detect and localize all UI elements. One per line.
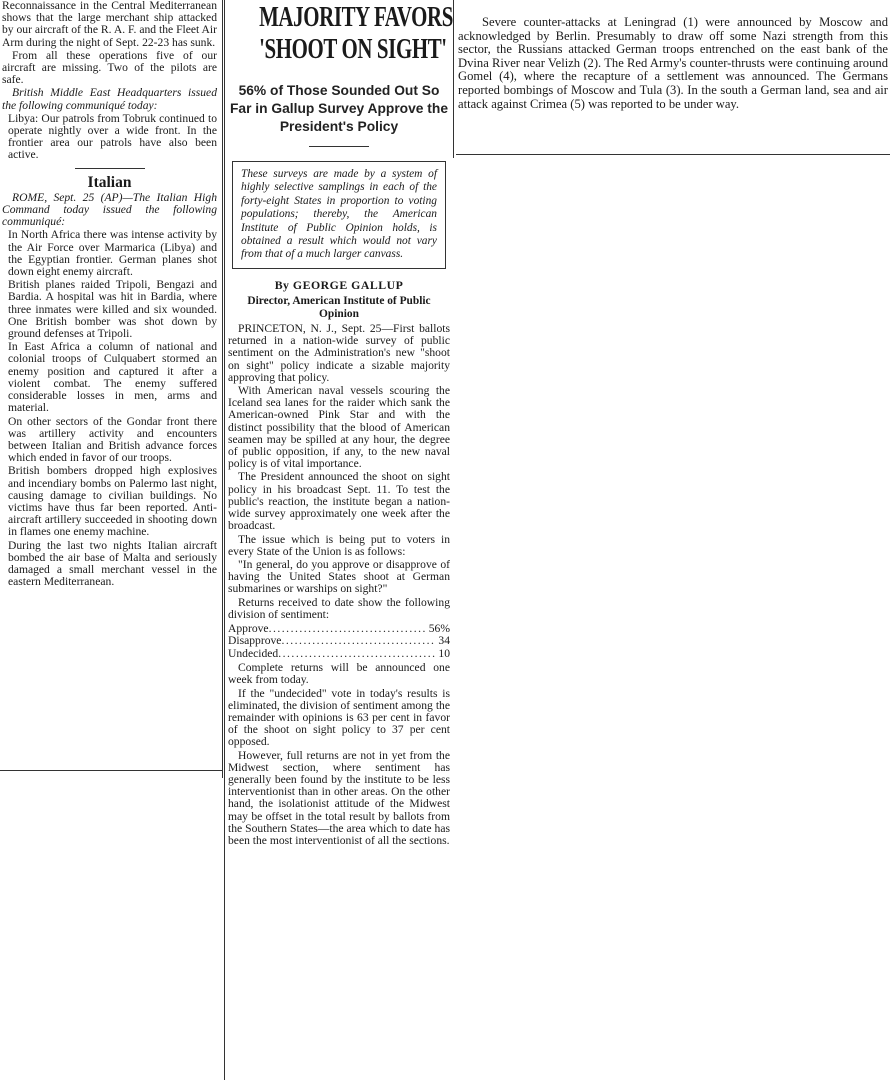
- right-column-bottom-rule: [456, 154, 890, 155]
- results-value: 10: [438, 646, 450, 660]
- article-paragraph: British bombers dropped high explosives and incendiary bombs on Palermo last night, causing damage to civilian buildings. No victims have thus far been reported. Anti-aircraft artillery succeeded in shooting down in flames one enemy machine.: [8, 464, 217, 539]
- article-paragraph: With American naval vessels scouring the Iceland sea lanes for the raider which sank the American-owned Pink Star and with the distinct possibility that the blood of American seamen may be spilled at any hour, the degree of public opposition, if any, to the new naval policy is of vital importance.: [228, 384, 450, 471]
- center-column: [228, 0, 453, 848]
- methodology-note: These surveys are made by a system of highly selective samplings in each of the forty-eight States in proportion to voting populations; thereby, the American Institute of Public Opinion holds, is obtained a result which would not vary from that of a much larger canvass.: [241, 168, 437, 261]
- survey-question: "In general, do you approve or disapprove of having the United States shoot at German submarines or warships on sight?": [228, 557, 450, 596]
- leader-dots: [278, 648, 436, 660]
- article-paragraph: Complete returns will be announced one week from today.: [228, 661, 450, 687]
- leader-dots: [269, 623, 427, 635]
- results-label: Undecided: [228, 646, 279, 660]
- headline-deck: 56% of Those Sounded Out So Far in Gallup Survey Approve the President's Policy: [230, 83, 448, 134]
- leader-dots: [281, 635, 436, 647]
- right-column: [458, 0, 888, 112]
- column-rule-left: [222, 0, 223, 778]
- results-value: 34: [438, 634, 450, 648]
- article-paragraph: The President announced the shoot on sight policy in his broadcast Sept. 11. To test the public's reaction, the institute began a nation-wide survey approximately one week after the broadcast.: [228, 470, 450, 533]
- column-rule-right: [453, 0, 454, 158]
- article-paragraph: In North Africa there was intense activity by the Air Force over Marmarica (Libya) and the Egyptian frontier. German planes shot down eight enemy aircraft.: [8, 228, 217, 279]
- byline: By GEORGE GALLUP: [274, 277, 404, 292]
- article-paragraph: From all these operations five of our aircraft are missing. Two of the pilots are safe.: [2, 48, 217, 87]
- section-divider: [75, 168, 145, 169]
- results-row: [228, 648, 450, 660]
- methodology-box: [232, 161, 446, 269]
- left-column: [2, 0, 217, 589]
- deck-divider: [309, 146, 369, 147]
- column-rule-center-left: [224, 0, 225, 1080]
- headline-line-2: 'SHOOT ON SIGHT': [259, 33, 447, 65]
- headline-line-1: MAJORITY FAVORS: [259, 1, 453, 33]
- dateline-paragraph: PRINCETON, N. J., Sept. 25—First ballots returned in a nation-wide survey of public sentiment on the Administration's new "shoot on sight" policy indicate a sizable majority approving that policy.: [228, 322, 450, 384]
- results-intro: Returns received to date show the following division of sentiment:: [228, 595, 450, 621]
- article-paragraph: In East Africa a column of national and colonial troops of Culquabert stormed an enemy position and captured it after a violent combat. The enemy suffered considerable losses in men, arms and material.: [8, 340, 217, 415]
- results-label: Disapprove: [228, 634, 282, 648]
- libya-paragraph: Libya: Our patrols from Tobruk continued to operate nightly over a wide front. In the frontier area our patrols have also been active.: [8, 111, 217, 162]
- article-paragraph: During the last two nights Italian aircraft bombed the air base of Malta and seriously damaged a small merchant vessel in the eastern Mediterranean.: [8, 538, 217, 589]
- war-summary-paragraph: Severe counter-attacks at Leningrad (1) were announced by Moscow and acknowledged by Berlin. Presumably to draw off some Nazi strength from this sector, the Russians attacked German troops entrenched on the east bank of the Dvina River near Velizh (2). The Red Army's counter-thrusts were continuing around Gomel (4), where the recapture of a settlement was announced. The Germans reported bombings of Moscow and Tula (3). In the south a German land, sea and air attack against Crimea (5) was reported to be under way.: [458, 15, 888, 111]
- article-paragraph: If the "undecided" vote in today's results is eliminated, the division of sentiment among the remainder with opinions is 63 per cent in favor of the shoot on sight policy to 37 per cent opposed.: [228, 686, 450, 749]
- results-label: Approve: [228, 621, 269, 635]
- article-paragraph: British planes raided Tripoli, Bengazi and Bardia. A hospital was hit in Bardia, where three inmates were killed and six wounded. One British bomber was shot down by ground defenses at Tripoli.: [8, 278, 217, 341]
- left-column-bottom-rule: [0, 770, 222, 771]
- article-paragraph: On other sectors of the Gondar front there was artillery activity and encounters between Italian and British advance forces which ended in favor of our troops.: [8, 414, 217, 465]
- mideast-intro: British Middle East Headquarters issued the following communiqué today:: [2, 86, 217, 112]
- results-value: 56%: [428, 621, 450, 635]
- results-row: [228, 635, 450, 647]
- byline-role: Director, American Institute of Public Opinion: [247, 295, 431, 321]
- italian-intro: ROME, Sept. 25 (AP)—The Italian High Command today issued the following communiqué:: [2, 190, 217, 229]
- article-paragraph: However, full returns are not in yet from the Midwest section, where sentiment has generally been found by the institute to be less interventionist than in other areas. On the other hand, the isolationist attitude of the Midwest may be offset in the total result by ballots from the Southern States—the area which to date has been the most interventionist of all the sections.: [228, 748, 450, 847]
- article-paragraph: The issue which is being put to voters in every State of the Union is as follows:: [228, 532, 450, 558]
- section-heading-italian: Italian: [87, 173, 132, 191]
- article-paragraph: Reconnaissance in the Central Mediterranean shows that the large merchant ship attacked by our aircraft of the R. A. F. and the Fleet Air Arm during the night of Sept. 22-23 has sunk.: [2, 0, 217, 49]
- results-table: [228, 623, 450, 660]
